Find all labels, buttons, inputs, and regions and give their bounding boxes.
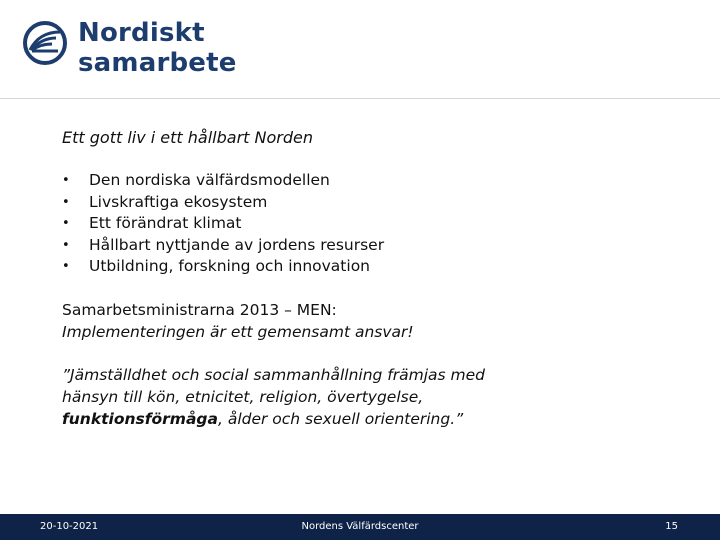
footer-organization: Nordens Välfärdscenter xyxy=(301,521,419,532)
header-divider xyxy=(0,98,720,99)
list-item xyxy=(62,213,384,235)
ministers-line-2: Implementeringen är ett gemensamt ansvar! xyxy=(62,323,414,341)
footer-date: 20-10-2021 xyxy=(40,521,99,532)
bullet-icon: • xyxy=(62,216,70,231)
logo-line-1: Nordiskt xyxy=(78,18,205,48)
ministers-paragraph xyxy=(62,299,414,343)
bullet-text: Den nordiska välfärdsmodellen xyxy=(89,171,330,189)
quote-paragraph xyxy=(62,364,485,430)
bullet-list xyxy=(62,170,384,278)
bullet-text: Livskraftiga ekosystem xyxy=(89,192,268,211)
bullet-icon: • xyxy=(62,237,70,253)
bullet-text: Ett förändrat klimat xyxy=(89,214,242,232)
quote-line-1: ”Jämställdhet och social sammanhållning främjas med xyxy=(62,366,485,384)
quote-bold-word: funktionsförmåga xyxy=(62,410,218,428)
bullet-icon: • xyxy=(62,259,70,274)
ministers-line-1: Samarbetsministrarna 2013 – MEN: xyxy=(62,301,337,319)
quote-line-3 xyxy=(62,408,485,430)
logo-line-2: samarbete xyxy=(78,48,237,78)
slide-heading: Ett gott liv i ett hållbart Norden xyxy=(62,128,313,147)
list-item xyxy=(62,192,384,214)
logo xyxy=(22,18,237,84)
swan-icon xyxy=(22,20,68,66)
bullet-text: Hållbart nyttjande av jordens resurser xyxy=(89,235,385,254)
quote-line-3-rest: , ålder och sexuell orientering.” xyxy=(217,410,464,428)
list-item xyxy=(62,235,384,257)
bullet-icon: • xyxy=(62,173,70,188)
footer-bar xyxy=(0,514,720,540)
bullet-text: Utbildning, forskning och innovation xyxy=(89,257,370,275)
list-item xyxy=(62,170,384,192)
list-item xyxy=(62,256,384,278)
quote-line-2: hänsyn till kön, etnicitet, religion, övertygelse, xyxy=(62,388,424,406)
page-number: 15 xyxy=(665,521,678,532)
bullet-icon: • xyxy=(62,194,70,210)
logo-wordmark xyxy=(78,18,237,78)
